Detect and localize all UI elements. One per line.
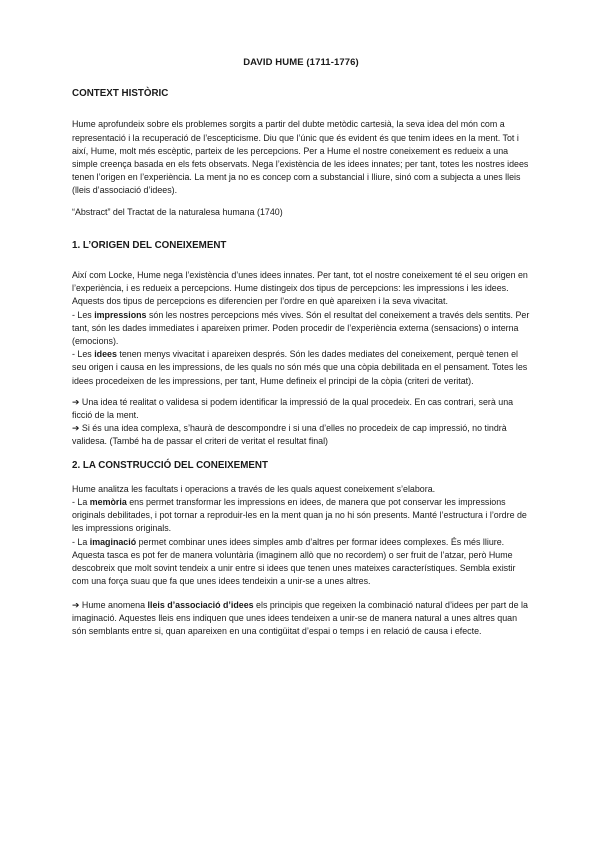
section2-heading: 2. LA CONSTRUCCIÓ DEL CONEIXEMENT bbox=[72, 459, 268, 471]
impressions-text: són les nostres percepcions més vives. Són el resultat del coneixement a través dels sentits. Per tant, són les dades immediates i apareixen primer. Poden procedir de l’experiència externa (sensacions) o interna (emocions). bbox=[72, 309, 530, 347]
section1-intro: Així com Locke, Hume nega l’existència d’unes idees innates. Per tant, tot el nostre coneixement té el seu origen en l’experiència, i es redueix a percepcions. Hume distingeix dos tipus de percepcions: les impressions i les idees. Aquests dos tipus de percepcions es diferencien per l’ordre en què apareixen i la seva vivacitat. bbox=[72, 270, 528, 307]
association-prefix: Hume anomena bbox=[79, 599, 148, 610]
association-term: lleis d’associació d’idees bbox=[147, 599, 254, 610]
impressions-paragraph bbox=[72, 309, 530, 349]
document-page bbox=[72, 56, 530, 638]
document-title: DAVID HUME (1711-1776) bbox=[243, 57, 359, 68]
ideas-prefix: - Les bbox=[72, 349, 95, 360]
arrow-icon: ➔ bbox=[72, 423, 80, 434]
ideas-paragraph bbox=[72, 348, 530, 388]
context-heading: CONTEXT HISTÒRIC bbox=[72, 88, 169, 100]
context-paragraph: Hume aprofundeix sobre els problemes sorgits a partir del dubte metòdic cartesià, la seva idea del món com a representació i la recuperació de l’escepticisme. Diu que l’únic que és evident és que tenim idees en la ment. Tot i així, Hume, molt més escèptic, parteix de les percepcions. Per a Hume el nostre coneixement es redueix a una simple creença basada en els fets observats. Nega l’existència de les idees innates; per tant, totes les nostres idees tenen l’origen en l’experiència. La ment ja no es concep com a substancial i lliure, sinó com a subjecta a unes lleis (lleis d’associació d’idees). bbox=[72, 119, 529, 196]
arrow-icon: ➔ bbox=[72, 396, 80, 407]
memory-paragraph bbox=[72, 496, 530, 536]
section2-intro: Hume analitza les facultats i operacions a través de les quals aquest coneixement s’elabora. bbox=[72, 483, 436, 494]
arrow-point-1-text: Una idea té realitat o validesa si podem identificar la impressió de la qual procedeix. En cas contrari, serà una ficció de la ment. bbox=[72, 396, 514, 421]
ideas-term: idees bbox=[94, 349, 117, 360]
arrow-point-2-text: Si és una idea complexa, s’haurà de descompondre i si una d’elles no procedeix de cap impressió, no tindrà validesa. (També ha de passar el criteri de veritat el resultat final) bbox=[72, 423, 507, 447]
memory-term: memòria bbox=[89, 497, 127, 508]
imagination-text: permet combinar unes idees simples amb d’altres per formar idees complexes. És més lliure. Aquesta tasca es pot fer de manera voluntària (imaginem allò que no recordem) o ser fruit de l’atzar, però Hume descobreix que molt sovint tendeix a unir entre si idees que tenen unes mateixes característiques. Sembla existir com una força suau que fa que unes idees tendeixin a unir-se a unes altres. bbox=[72, 536, 516, 587]
impressions-prefix: - Les bbox=[72, 309, 95, 320]
section2-arrow-point bbox=[72, 599, 530, 639]
ideas-text: tenen menys vivacitat i apareixen després. Són les dades mediates del coneixement, perquè tenen el seu origen i causa en les impressions, de les quals no són més que una còpia debilitada en el pensament. Totes les idees procedeixen de les impressions, per tant, Hume defineix el principi de la còpia (criteri de veritat). bbox=[72, 349, 528, 386]
section1-arrow-point-2 bbox=[72, 422, 530, 448]
memory-prefix: - La bbox=[72, 497, 90, 508]
arrow-icon: ➔ bbox=[72, 599, 80, 610]
imagination-term: imaginació bbox=[89, 536, 137, 547]
imagination-prefix: - La bbox=[72, 536, 90, 547]
impressions-term: impressions bbox=[94, 309, 147, 320]
imagination-paragraph bbox=[72, 536, 530, 589]
association-text: els principis que regeixen la combinació natural d’idees per part de la imaginació. Aquestes lleis ens indiquen que unes idees tendeixen a unir-se de manera natural a unes altres quan són semblants entre si, quan apareixen en una contigüitat d’espai o temps i en relació de causa i efecte. bbox=[72, 599, 528, 636]
abstract-line: “Abstract” del Tractat de la naturalesa humana (1740) bbox=[72, 206, 283, 217]
section1-arrow-point-1 bbox=[72, 396, 530, 422]
memory-text: ens permet transformar les impressions en idees, de manera que pot conservar les impressions originals debilitades, i pot tornar a reproduir-les en la ment quan ja no hi són presents. Manté l’estructura i l’ordre de les impressions originals. bbox=[72, 497, 527, 534]
section1-heading: 1. L’ORIGEN DEL CONEIXEMENT bbox=[72, 239, 227, 251]
